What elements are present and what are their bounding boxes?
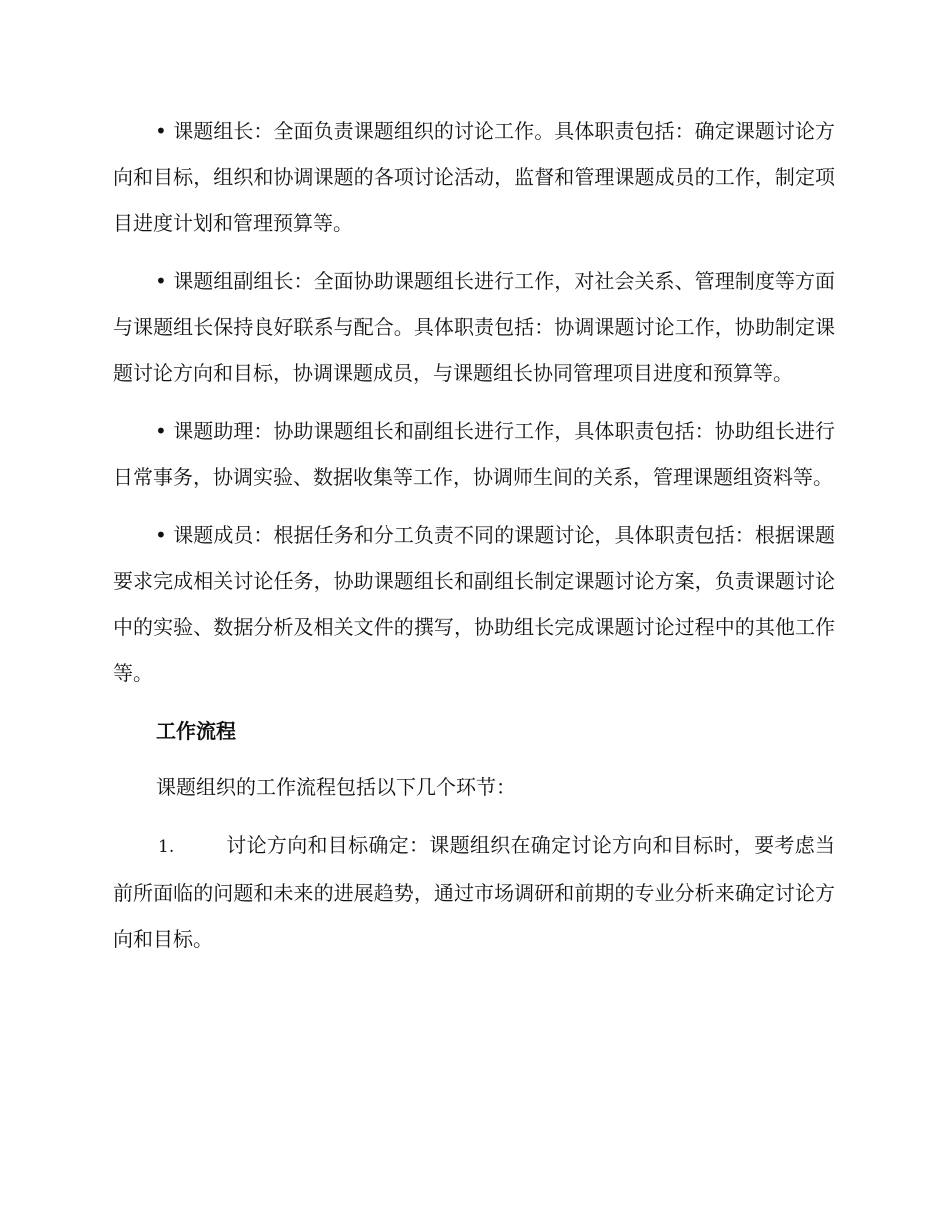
bullet-paragraph-deputy-leader: • 课题组副组长：全面协助课题组长进行工作，对社会关系、管理制度等方面与课题组长保持良好联系与配合。具体职责包括：协调课题讨论工作，协助制定课题讨论方向和目标，协调课题成员，与课题组长协同管理项目进度和预算等。 [113, 269, 835, 385]
section-intro: 课题组织的工作流程包括以下几个环节： [156, 775, 516, 799]
bullet-paragraph-assistant: • 课题助理：协助课题组长和副组长进行工作，具体职责包括：协助组长进行日常事务，协调实验、数据收集等工作，协调师生间的关系，管理课题组资料等。 [113, 419, 835, 489]
section-heading: 工作流程 [156, 719, 236, 743]
step-number: 1. [158, 837, 175, 857]
bullet-paragraph-member: • 课题成员：根据任务和分工负责不同的课题讨论，具体职责包括：根据课题要求完成相关讨论任务，协助课题组长和副组长制定课题讨论方案，负责课题讨论中的实验、数据分析及相关文件的撰写，协助组长完成课题讨论过程中的其他工作等。 [113, 523, 835, 685]
step-text: 讨论方向和目标确定：课题组织在确定讨论方向和目标时，要考虑当前所面临的问题和未来的进展趋势，通过市场调研和前期的专业分析来确定讨论方向和目标。 [113, 833, 835, 951]
numbered-step [113, 822, 835, 962]
document-page [113, 108, 835, 962]
bullet-paragraph-leader: • 课题组长：全面负责课题组织的讨论工作。具体职责包括：确定课题讨论方向和目标，组织和协调课题的各项讨论活动，监督和管理课题成员的工作，制定项目进度计划和管理预算等。 [113, 119, 835, 235]
